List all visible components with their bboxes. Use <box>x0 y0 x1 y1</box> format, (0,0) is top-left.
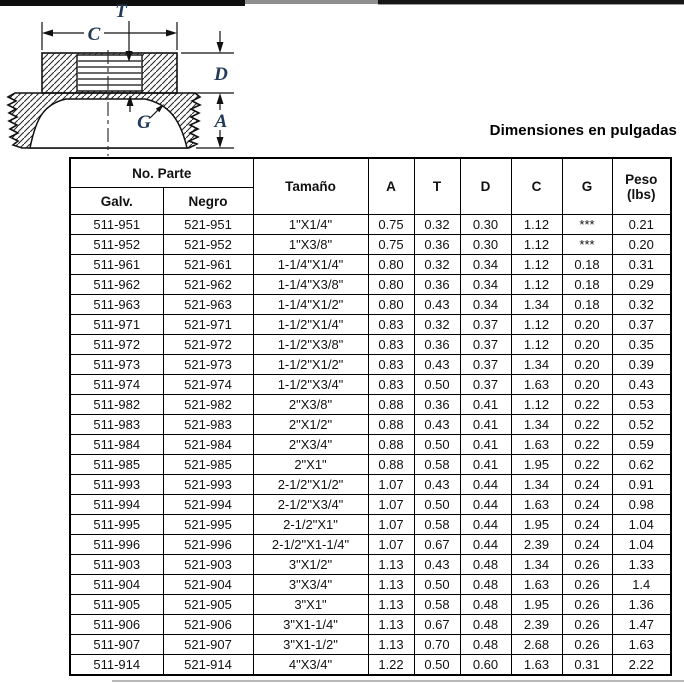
table-row <box>70 495 671 515</box>
table-cell: 0.31 <box>612 255 671 275</box>
table-cell: 1.07 <box>368 515 414 535</box>
table-cell: 0.41 <box>460 415 511 435</box>
table-cell: 0.91 <box>612 475 671 495</box>
table-cell: 3"X1-1/2" <box>253 635 368 655</box>
table-row <box>70 315 671 335</box>
table-cell: 0.50 <box>414 575 460 595</box>
table-cell: 0.32 <box>612 295 671 315</box>
table-cell: 2-1/2"X1" <box>253 515 368 535</box>
table-cell: 1-1/4"X1/2" <box>253 295 368 315</box>
table-cell: 511-994 <box>70 495 163 515</box>
table-cell: 521-907 <box>163 635 253 655</box>
table-cell: 0.59 <box>612 435 671 455</box>
table-cell: 0.67 <box>414 615 460 635</box>
table-cell: 1.12 <box>511 275 562 295</box>
table-cell: 0.30 <box>460 215 511 235</box>
table-cell: 1.95 <box>511 595 562 615</box>
table-cell: 511-984 <box>70 435 163 455</box>
table-cell: 1.34 <box>511 415 562 435</box>
table-cell: 1-1/2"X3/8" <box>253 335 368 355</box>
col-header-c: C <box>511 158 562 215</box>
table-cell: 1.13 <box>368 615 414 635</box>
table-cell: 0.37 <box>612 315 671 335</box>
table-cell: 0.37 <box>460 335 511 355</box>
table-cell: 1.34 <box>511 295 562 315</box>
table-cell: 1.95 <box>511 455 562 475</box>
fitting-cross-section-diagram <box>0 0 240 158</box>
table-cell: 1.63 <box>511 575 562 595</box>
table-cell: 511-903 <box>70 555 163 575</box>
table-row <box>70 375 671 395</box>
table-cell: 1"X1/4" <box>253 215 368 235</box>
table-cell: 1.36 <box>612 595 671 615</box>
table-cell: 0.26 <box>562 555 612 575</box>
table-row <box>70 355 671 375</box>
table-cell: 521-906 <box>163 615 253 635</box>
table-cell: 521-973 <box>163 355 253 375</box>
table-cell: 0.36 <box>414 335 460 355</box>
table-cell: 0.43 <box>414 355 460 375</box>
table-row <box>70 455 671 475</box>
table-cell: 0.48 <box>460 635 511 655</box>
table-cell: 0.22 <box>562 435 612 455</box>
col-header-no-parte: No. Parte <box>70 158 253 188</box>
dimensions-table-container <box>69 157 672 676</box>
table-cell: 0.80 <box>368 255 414 275</box>
table-cell: 0.83 <box>368 335 414 355</box>
table-cell: 511-982 <box>70 395 163 415</box>
table-cell: 0.31 <box>562 655 612 676</box>
table-cell: 0.43 <box>612 375 671 395</box>
table-cell: 2-1/2"X1/2" <box>253 475 368 495</box>
table-cell: 2"X3/4" <box>253 435 368 455</box>
table-cell: 0.24 <box>562 515 612 535</box>
table-row <box>70 615 671 635</box>
table-cell: 1-1/2"X3/4" <box>253 375 368 395</box>
table-cell: 1.12 <box>511 215 562 235</box>
table-cell: 0.62 <box>612 455 671 475</box>
table-cell: 0.48 <box>460 615 511 635</box>
table-cell: 0.20 <box>612 235 671 255</box>
table-cell: 1.13 <box>368 595 414 615</box>
lower-body-shape <box>8 93 200 148</box>
table-cell: 521-972 <box>163 335 253 355</box>
table-cell: 511-905 <box>70 595 163 615</box>
table-cell: 0.44 <box>460 495 511 515</box>
table-cell: 1.07 <box>368 535 414 555</box>
table-cell: 0.43 <box>414 475 460 495</box>
table-cell: 2.39 <box>511 535 562 555</box>
table-cell: 0.41 <box>460 455 511 475</box>
col-header-tamano: Tamaño <box>253 158 368 215</box>
col-header-peso <box>612 158 671 215</box>
table-cell: 1.12 <box>511 315 562 335</box>
table-cell: 0.75 <box>368 215 414 235</box>
table-cell: 1.12 <box>511 335 562 355</box>
table-row <box>70 535 671 555</box>
table-cell: 521-982 <box>163 395 253 415</box>
table-cell: 0.53 <box>612 395 671 415</box>
upper-block-shape <box>42 53 177 93</box>
table-cell: *** <box>562 215 612 235</box>
col-header-galv: Galv. <box>70 188 163 215</box>
table-cell: 0.44 <box>460 515 511 535</box>
table-cell: 511-962 <box>70 275 163 295</box>
table-cell: 0.58 <box>414 595 460 615</box>
label-t: T <box>115 1 127 22</box>
table-cell: 1.47 <box>612 615 671 635</box>
label-g: G <box>137 112 151 133</box>
table-cell: 2"X3/8" <box>253 395 368 415</box>
table-cell: 0.21 <box>612 215 671 235</box>
table-cell: 0.20 <box>562 355 612 375</box>
table-cell: 0.34 <box>460 255 511 275</box>
table-cell: 0.20 <box>562 315 612 335</box>
table-cell: 1.4 <box>612 575 671 595</box>
table-cell: *** <box>562 235 612 255</box>
table-cell: 511-983 <box>70 415 163 435</box>
col-header-d: D <box>460 158 511 215</box>
table-cell: 511-904 <box>70 575 163 595</box>
table-row <box>70 655 671 676</box>
table-cell: 1.33 <box>612 555 671 575</box>
table-cell: 0.67 <box>414 535 460 555</box>
table-cell: 0.48 <box>460 555 511 575</box>
table-cell: 1.13 <box>368 635 414 655</box>
table-cell: 0.83 <box>368 315 414 335</box>
table-cell: 0.26 <box>562 575 612 595</box>
table-cell: 1.34 <box>511 355 562 375</box>
top-rule-right <box>378 0 684 5</box>
table-cell: 0.43 <box>414 555 460 575</box>
table-row <box>70 595 671 615</box>
table-cell: 0.43 <box>414 415 460 435</box>
table-cell: 511-907 <box>70 635 163 655</box>
table-cell: 521-962 <box>163 275 253 295</box>
table-cell: 0.32 <box>414 255 460 275</box>
table-cell: 1.63 <box>511 655 562 676</box>
peso-label-line2: (lbs) <box>627 186 656 202</box>
table-cell: 521-971 <box>163 315 253 335</box>
table-cell: 511-993 <box>70 475 163 495</box>
table-cell: 0.32 <box>414 315 460 335</box>
table-cell: 521-963 <box>163 295 253 315</box>
table-row <box>70 515 671 535</box>
table-body <box>70 215 671 676</box>
table-cell: 0.36 <box>414 275 460 295</box>
col-header-a: A <box>368 158 414 215</box>
table-cell: 521-993 <box>163 475 253 495</box>
table-cell: 521-905 <box>163 595 253 615</box>
table-cell: 1.34 <box>511 555 562 575</box>
top-rule-middle <box>245 0 378 4</box>
table-row <box>70 415 671 435</box>
table-cell: 1.95 <box>511 515 562 535</box>
table-cell: 0.80 <box>368 275 414 295</box>
table-row <box>70 475 671 495</box>
table-cell: 1-1/2"X1/4" <box>253 315 368 335</box>
table-cell: 3"X1" <box>253 595 368 615</box>
table-cell: 0.41 <box>460 435 511 455</box>
table-cell: 521-961 <box>163 255 253 275</box>
table-cell: 0.83 <box>368 375 414 395</box>
table-cell: 1.63 <box>511 375 562 395</box>
table-cell: 511-995 <box>70 515 163 535</box>
table-cell: 0.22 <box>562 455 612 475</box>
dimension-c <box>42 22 177 50</box>
table-cell: 0.35 <box>612 335 671 355</box>
col-header-g: G <box>562 158 612 215</box>
table-cell: 511-971 <box>70 315 163 335</box>
table-cell: 0.30 <box>460 235 511 255</box>
label-d: D <box>214 64 228 85</box>
table-cell: 521-996 <box>163 535 253 555</box>
table-cell: 0.24 <box>562 475 612 495</box>
table-cell: 0.37 <box>460 315 511 335</box>
table-cell: 1-1/4"X1/4" <box>253 255 368 275</box>
table-cell: 0.32 <box>414 215 460 235</box>
label-a: A <box>214 111 228 132</box>
table-cell: 511-996 <box>70 535 163 555</box>
table-cell: 0.75 <box>368 235 414 255</box>
table-cell: 0.26 <box>562 635 612 655</box>
table-cell: 4"X3/4" <box>253 655 368 676</box>
table-cell: 0.50 <box>414 655 460 676</box>
table-cell: 0.34 <box>460 295 511 315</box>
table-cell: 2-1/2"X3/4" <box>253 495 368 515</box>
table-cell: 0.18 <box>562 275 612 295</box>
table-cell: 0.34 <box>460 275 511 295</box>
table-cell: 1.12 <box>511 395 562 415</box>
table-cell: 511-961 <box>70 255 163 275</box>
table-cell: 511-972 <box>70 335 163 355</box>
table-cell: 0.60 <box>460 655 511 676</box>
table-cell: 521-994 <box>163 495 253 515</box>
table-cell: 0.88 <box>368 435 414 455</box>
table-cell: 0.80 <box>368 295 414 315</box>
table-cell: 0.24 <box>562 535 612 555</box>
table-cell: 2"X1" <box>253 455 368 475</box>
table-row <box>70 555 671 575</box>
table-cell: 0.22 <box>562 395 612 415</box>
table-cell: 1.04 <box>612 515 671 535</box>
col-header-negro: Negro <box>163 188 253 215</box>
table-cell: 0.58 <box>414 455 460 475</box>
table-cell: 521-995 <box>163 515 253 535</box>
table-cell: 511-985 <box>70 455 163 475</box>
table-cell: 2.68 <box>511 635 562 655</box>
table-cell: 0.52 <box>612 415 671 435</box>
table-cell: 0.83 <box>368 355 414 375</box>
table-cell: 521-952 <box>163 235 253 255</box>
table-cell: 0.26 <box>562 595 612 615</box>
table-cell: 511-963 <box>70 295 163 315</box>
table-cell: 0.44 <box>460 535 511 555</box>
table-row <box>70 335 671 355</box>
table-cell: 0.48 <box>460 575 511 595</box>
table-cell: 1-1/2"X1/2" <box>253 355 368 375</box>
table-cell: 0.50 <box>414 435 460 455</box>
table-cell: 0.37 <box>460 355 511 375</box>
table-cell: 3"X1/2" <box>253 555 368 575</box>
table-cell: 1.07 <box>368 475 414 495</box>
table-row <box>70 635 671 655</box>
table-cell: 1-1/4"X3/8" <box>253 275 368 295</box>
table-cell: 2.39 <box>511 615 562 635</box>
table-cell: 521-914 <box>163 655 253 676</box>
table-cell: 511-973 <box>70 355 163 375</box>
table-cell: 0.50 <box>414 375 460 395</box>
table-cell: 2-1/2"X1-1/4" <box>253 535 368 555</box>
table-cell: 1.12 <box>511 255 562 275</box>
table-cell: 0.44 <box>460 475 511 495</box>
table-row <box>70 235 671 255</box>
table-cell: 521-983 <box>163 415 253 435</box>
table-cell: 511-952 <box>70 235 163 255</box>
table-cell: 1"X3/8" <box>253 235 368 255</box>
dimensions-table <box>69 157 672 676</box>
table-cell: 521-903 <box>163 555 253 575</box>
bottom-rule <box>112 680 684 682</box>
table-cell: 511-906 <box>70 615 163 635</box>
table-cell: 1.34 <box>511 475 562 495</box>
label-c: C <box>87 24 101 45</box>
table-cell: 511-951 <box>70 215 163 235</box>
table-cell: 0.88 <box>368 415 414 435</box>
table-cell: 0.20 <box>562 335 612 355</box>
table-cell: 0.37 <box>460 375 511 395</box>
table-cell: 521-904 <box>163 575 253 595</box>
table-cell: 511-914 <box>70 655 163 676</box>
table-cell: 0.18 <box>562 295 612 315</box>
table-cell: 3"X1-1/4" <box>253 615 368 635</box>
table-cell: 0.22 <box>562 415 612 435</box>
table-cell: 0.20 <box>562 375 612 395</box>
table-row <box>70 435 671 455</box>
table-cell: 0.70 <box>414 635 460 655</box>
table-row <box>70 275 671 295</box>
table-cell: 0.48 <box>460 595 511 615</box>
table-cell: 0.88 <box>368 455 414 475</box>
table-row <box>70 255 671 275</box>
table-cell: 0.43 <box>414 295 460 315</box>
peso-label-line1: Peso <box>625 171 658 187</box>
col-header-t: T <box>414 158 460 215</box>
table-cell: 0.41 <box>460 395 511 415</box>
table-cell: 2.22 <box>612 655 671 676</box>
table-cell: 3"X3/4" <box>253 575 368 595</box>
table-cell: 0.26 <box>562 615 612 635</box>
table-row <box>70 395 671 415</box>
table-cell: 1.04 <box>612 535 671 555</box>
table-cell: 0.36 <box>414 395 460 415</box>
table-cell: 1.63 <box>511 495 562 515</box>
table-row <box>70 295 671 315</box>
table-cell: 0.36 <box>414 235 460 255</box>
table-cell: 521-951 <box>163 215 253 235</box>
table-cell: 0.58 <box>414 515 460 535</box>
table-cell: 1.22 <box>368 655 414 676</box>
table-cell: 1.13 <box>368 555 414 575</box>
table-cell: 0.18 <box>562 255 612 275</box>
table-cell: 0.29 <box>612 275 671 295</box>
table-cell: 0.98 <box>612 495 671 515</box>
table-cell: 0.39 <box>612 355 671 375</box>
table-cell: 521-974 <box>163 375 253 395</box>
table-row <box>70 215 671 235</box>
table-cell: 521-984 <box>163 435 253 455</box>
table-cell: 1.12 <box>511 235 562 255</box>
table-cell: 2"X1/2" <box>253 415 368 435</box>
table-cell: 0.50 <box>414 495 460 515</box>
table-cell: 0.88 <box>368 395 414 415</box>
table-cell: 511-974 <box>70 375 163 395</box>
table-cell: 521-985 <box>163 455 253 475</box>
table-cell: 1.63 <box>612 635 671 655</box>
table-cell: 0.24 <box>562 495 612 515</box>
table-cell: 1.13 <box>368 575 414 595</box>
table-caption: Dimensiones en pulgadas <box>489 122 677 139</box>
table-cell: 1.07 <box>368 495 414 515</box>
table-cell: 1.63 <box>511 435 562 455</box>
table-row <box>70 575 671 595</box>
